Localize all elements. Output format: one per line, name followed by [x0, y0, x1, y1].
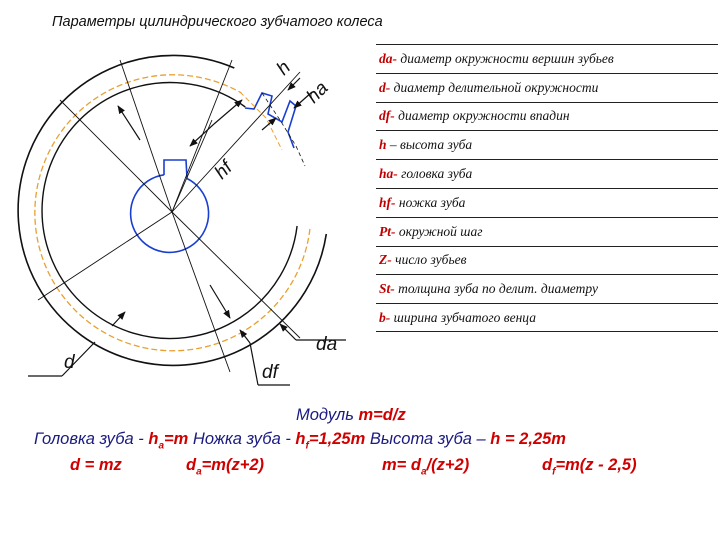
legend-row — [376, 44, 718, 73]
label-ha: ha — [302, 77, 333, 108]
formula-m-b: /(z+2) — [426, 456, 470, 474]
formula-da-a: d — [186, 456, 197, 474]
formula-da-b: =m(z+2) — [201, 456, 265, 474]
foot-label: Ножка зуба - — [188, 430, 296, 448]
root-circle — [42, 83, 297, 339]
formula-df-a: d — [542, 456, 553, 474]
legend-symbol: d- — [379, 79, 391, 95]
gear-diagram — [0, 0, 370, 400]
formula-f1 — [70, 456, 122, 475]
head-formula-b: =m — [164, 430, 189, 448]
formula-df-b: =m(z - 2,5) — [555, 456, 637, 474]
formula-f3 — [382, 456, 469, 477]
legend-symbol: ha- — [379, 166, 398, 182]
label-df: df — [262, 362, 278, 383]
formula-da-sub: a — [196, 466, 202, 478]
legend-text: диаметр окружности вершин зубьев — [397, 50, 614, 66]
legend-symbol: b- — [379, 309, 391, 325]
foot-formula-sub: f — [305, 440, 309, 452]
legend-row — [376, 73, 718, 102]
legend-row — [376, 217, 718, 246]
legend-row — [376, 188, 718, 217]
tooth-profile — [245, 93, 296, 148]
label-da: da — [316, 334, 338, 355]
tooth-params-line — [34, 430, 566, 451]
tooth-extension-lines-2 — [240, 92, 282, 150]
height-formula: h = 2,25m — [490, 430, 566, 448]
formula-df-sub: f — [552, 466, 556, 478]
legend-text: головка зуба — [397, 166, 473, 182]
label-hf: hf — [210, 157, 237, 184]
formula-m-sub: a — [420, 466, 427, 478]
legend-symbol: hf- — [379, 194, 396, 210]
legend-text: число зубьев — [391, 252, 467, 268]
legend-text: – высота зуба — [386, 137, 473, 153]
label-h: h — [272, 57, 296, 80]
module-label: Модуль — [296, 406, 359, 424]
legend-text: толщина зуба по делит. диаметру — [394, 281, 598, 297]
legend-text: диаметр делительной окружности — [390, 79, 599, 95]
head-formula-sub: a — [158, 440, 165, 452]
keyway — [164, 160, 187, 178]
head-formula-a: h — [148, 430, 159, 448]
legend-symbol: h — [379, 137, 387, 153]
head-label: Головка зуба - — [34, 430, 149, 448]
legend-text: диаметр окружности впадин — [394, 108, 570, 124]
legend-symbol: Z- — [379, 252, 392, 268]
formula-d: d = mz — [70, 456, 122, 474]
legend-text: окружной шаг — [395, 223, 483, 239]
legend-text: ширина зубчатого венца — [390, 309, 536, 325]
legend-table — [376, 44, 718, 332]
module-formula: m=d/z — [358, 406, 406, 424]
legend-row — [376, 102, 718, 131]
foot-formula-b: =1,25m — [308, 430, 366, 448]
legend-symbol: df- — [379, 108, 395, 124]
formula-m-a: m= d — [382, 456, 421, 474]
page-title: Параметры цилиндрического зубчатого колеса — [52, 14, 383, 30]
formula-f2 — [186, 456, 264, 477]
module-line — [296, 406, 406, 425]
height-label: Высота зуба – — [365, 430, 491, 448]
legend-row — [376, 246, 718, 275]
diameter-lines — [38, 60, 300, 372]
legend-row — [376, 303, 718, 332]
label-d: d — [64, 352, 75, 373]
legend-row — [376, 274, 718, 303]
legend-symbol: Pt- — [379, 223, 396, 239]
legend-text: ножка зуба — [395, 194, 466, 210]
formula-f4 — [542, 456, 637, 477]
legend-row — [376, 130, 718, 159]
legend-symbol: St- — [379, 281, 395, 297]
foot-formula-a: h — [295, 430, 306, 448]
legend-row — [376, 159, 718, 188]
legend-symbol: da- — [379, 50, 397, 66]
